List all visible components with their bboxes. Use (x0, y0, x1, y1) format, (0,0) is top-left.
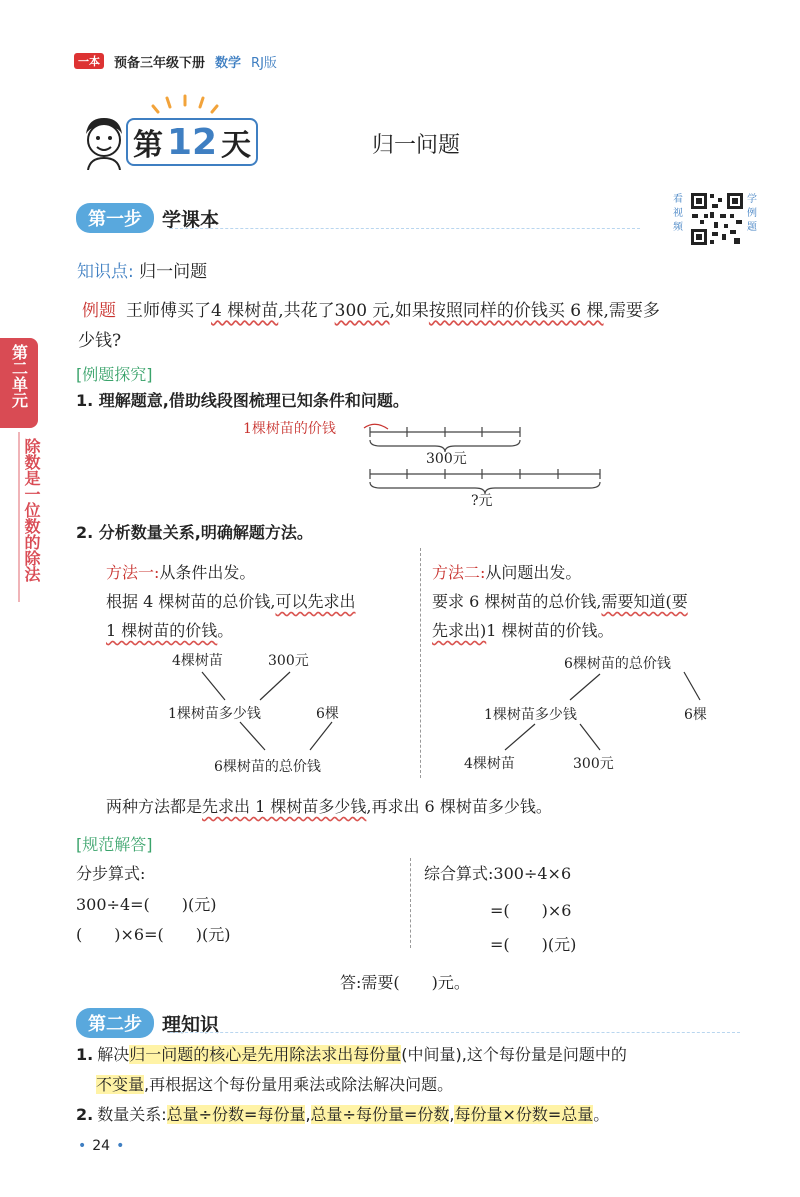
step1-pill: 第一步 (76, 203, 154, 233)
answer-sentence: 答:需要( )元。 (340, 973, 470, 992)
day-suffix: 天 (221, 128, 252, 163)
point-text: 。 (593, 1105, 610, 1124)
sidebar-chapter-title: 除数是一位数的除法 (22, 438, 41, 582)
methods-divider (420, 548, 421, 778)
sidebar-unit-tab (0, 338, 38, 428)
method1-text: 根据 4 棵树苗的总价钱, (106, 592, 276, 611)
formula-divider (410, 858, 411, 948)
method2-title: 方法二: (432, 563, 486, 582)
method1-title: 方法一: (106, 563, 160, 582)
dot-icon: • (78, 1138, 87, 1154)
method2-title-row (432, 560, 581, 583)
explore-item1: 1. 理解题意,借助线段图梳理已知条件和问题。 (76, 391, 409, 410)
point-text: , (305, 1105, 311, 1124)
sidebar-unit-label: 第二单元 (9, 344, 29, 408)
method1-key: 可以先求出 (275, 592, 356, 611)
qr-left-label: 看视频 (673, 194, 683, 233)
combined-title-row (424, 861, 571, 884)
sidebar-divider (18, 432, 20, 602)
knowledge-point-1 (76, 1040, 766, 1100)
example-text-part: ,需要多 (603, 301, 660, 321)
page-number-row (78, 1138, 124, 1154)
method2-node-unit-price: 1棵树苗多少钱 (484, 707, 577, 723)
step-formula-title: 分步算式: (76, 864, 146, 883)
method1-key-result: 1 棵树苗的价钱 (106, 621, 218, 640)
method1-text: 。 (217, 621, 234, 640)
method2-line2 (432, 618, 614, 641)
point-highlight: 总量÷每份量=份数 (310, 1105, 450, 1124)
method1-title-rest: 从条件出发。 (159, 563, 256, 582)
day-number: 12 (166, 121, 218, 163)
combined-line1: 300÷4×6 (493, 864, 572, 883)
example-key-quantity: 4 棵树苗 (211, 301, 279, 321)
combined-line2: =( )×6 (490, 901, 572, 920)
point-text: ,再根据这个每份量用乘法或除法解决问题。 (144, 1075, 454, 1094)
point-highlight: 不变量 (96, 1075, 145, 1094)
step1-title: 学课本 (162, 208, 220, 231)
step-formula-line1: 300÷4=( )(元) (76, 895, 217, 914)
summary-text: 两种方法都是 (106, 797, 203, 816)
example-label: 例题 (82, 301, 116, 321)
explore-label: [例题探究] (76, 365, 153, 384)
boy-illustration (78, 112, 130, 170)
example-key-total: 300 元 (334, 301, 390, 321)
example-key-condition: 按照同样的价钱买 6 棵 (428, 301, 604, 321)
sun-rays-icon (150, 94, 220, 116)
method2-node-quantity: 4棵树苗 (464, 756, 515, 772)
book-title: 预备三年级下册 (114, 55, 206, 71)
edition: RJ版 (251, 55, 277, 71)
example-text-part: ,共花了 (278, 301, 335, 321)
brand-badge: 一本 (74, 53, 104, 69)
method1-node-result: 6棵树苗的总价钱 (214, 759, 321, 775)
segment-label-unknown: ?元 (471, 493, 493, 509)
point-number: 2. (76, 1105, 94, 1124)
knowledge-topic: 归一问题 (139, 262, 208, 282)
page-title: 归一问题 (372, 133, 461, 158)
point-number: 1. (76, 1045, 94, 1064)
header-bar (74, 52, 277, 70)
method1-line1 (106, 589, 355, 612)
step1-underline (170, 228, 640, 229)
point-text: 数量关系: (97, 1105, 167, 1124)
segment-label-known: 300元 (426, 451, 467, 467)
method1-node-total: 300元 (268, 653, 309, 669)
method2-node-count: 6棵 (684, 707, 707, 723)
method2-node-total: 300元 (573, 756, 614, 772)
day-prefix: 第 (132, 128, 163, 163)
step2-pill: 第二步 (76, 1008, 154, 1038)
method2-node-result: 6棵树苗的总价钱 (564, 656, 671, 672)
methods-summary (106, 794, 552, 817)
method2-text: 。 (597, 621, 614, 640)
combined-line3: =( )(元) (490, 935, 577, 954)
day-badge (126, 118, 258, 166)
example-line2: 少钱? (78, 331, 122, 351)
step2-title: 理知识 (162, 1013, 220, 1036)
method1-title-row (106, 560, 255, 583)
method2-key: 先求出) (432, 621, 487, 640)
method1-node-count: 6棵 (316, 706, 339, 722)
point-highlight: 总量÷份数=每份量 (166, 1105, 306, 1124)
answer-label: [规范解答] (76, 835, 153, 854)
explore-item2: 2. 分析数量关系,明确解题方法。 (76, 523, 313, 542)
summary-text: ,再求出 6 棵树苗多少钱。 (366, 797, 552, 816)
point-text: 解决 (97, 1045, 130, 1064)
qr-code-icon[interactable] (690, 192, 744, 246)
knowledge-label: 知识点: (77, 262, 134, 282)
segment-label-unit: 1棵树苗的价钱 (243, 421, 336, 437)
step2-underline (170, 1032, 740, 1033)
method1-line2 (106, 618, 233, 641)
subject: 数学 (215, 55, 242, 71)
method2-key: 需要知道(要 (601, 592, 688, 611)
example-text-part: 王师傅买了 (126, 301, 211, 321)
method2-title-rest: 从问题出发。 (485, 563, 582, 582)
summary-key: 先求出 1 棵树苗多少钱 (202, 797, 367, 816)
method1-node-quantity: 4棵树苗 (172, 653, 223, 669)
step2-heading (76, 1008, 219, 1038)
combined-title: 综合算式: (424, 864, 494, 883)
knowledge-point-2 (76, 1100, 776, 1130)
method2-text: 要求 6 棵树苗的总价钱, (432, 592, 602, 611)
example-text (82, 296, 762, 326)
step-formula-line2: ( )×6=( )(元) (76, 925, 231, 944)
qr-right-label: 学例题 (747, 194, 757, 233)
dot-icon: • (116, 1138, 125, 1154)
example-text-part: ,如果 (389, 301, 429, 321)
method2-line1 (432, 589, 688, 612)
point-highlight: 每份量×份数=总量 (454, 1105, 594, 1124)
point-text: (中间量),这个每份量是问题中的 (401, 1045, 627, 1064)
point-highlight: 归一问题的核心是先用除法求出每份量 (129, 1045, 402, 1064)
page-number: 24 (92, 1138, 111, 1154)
method1-node-unit-price: 1棵树苗多少钱 (168, 706, 261, 722)
knowledge-point (77, 257, 207, 282)
method2-text: 1 棵树苗的价钱 (486, 621, 598, 640)
point-text: , (449, 1105, 455, 1124)
